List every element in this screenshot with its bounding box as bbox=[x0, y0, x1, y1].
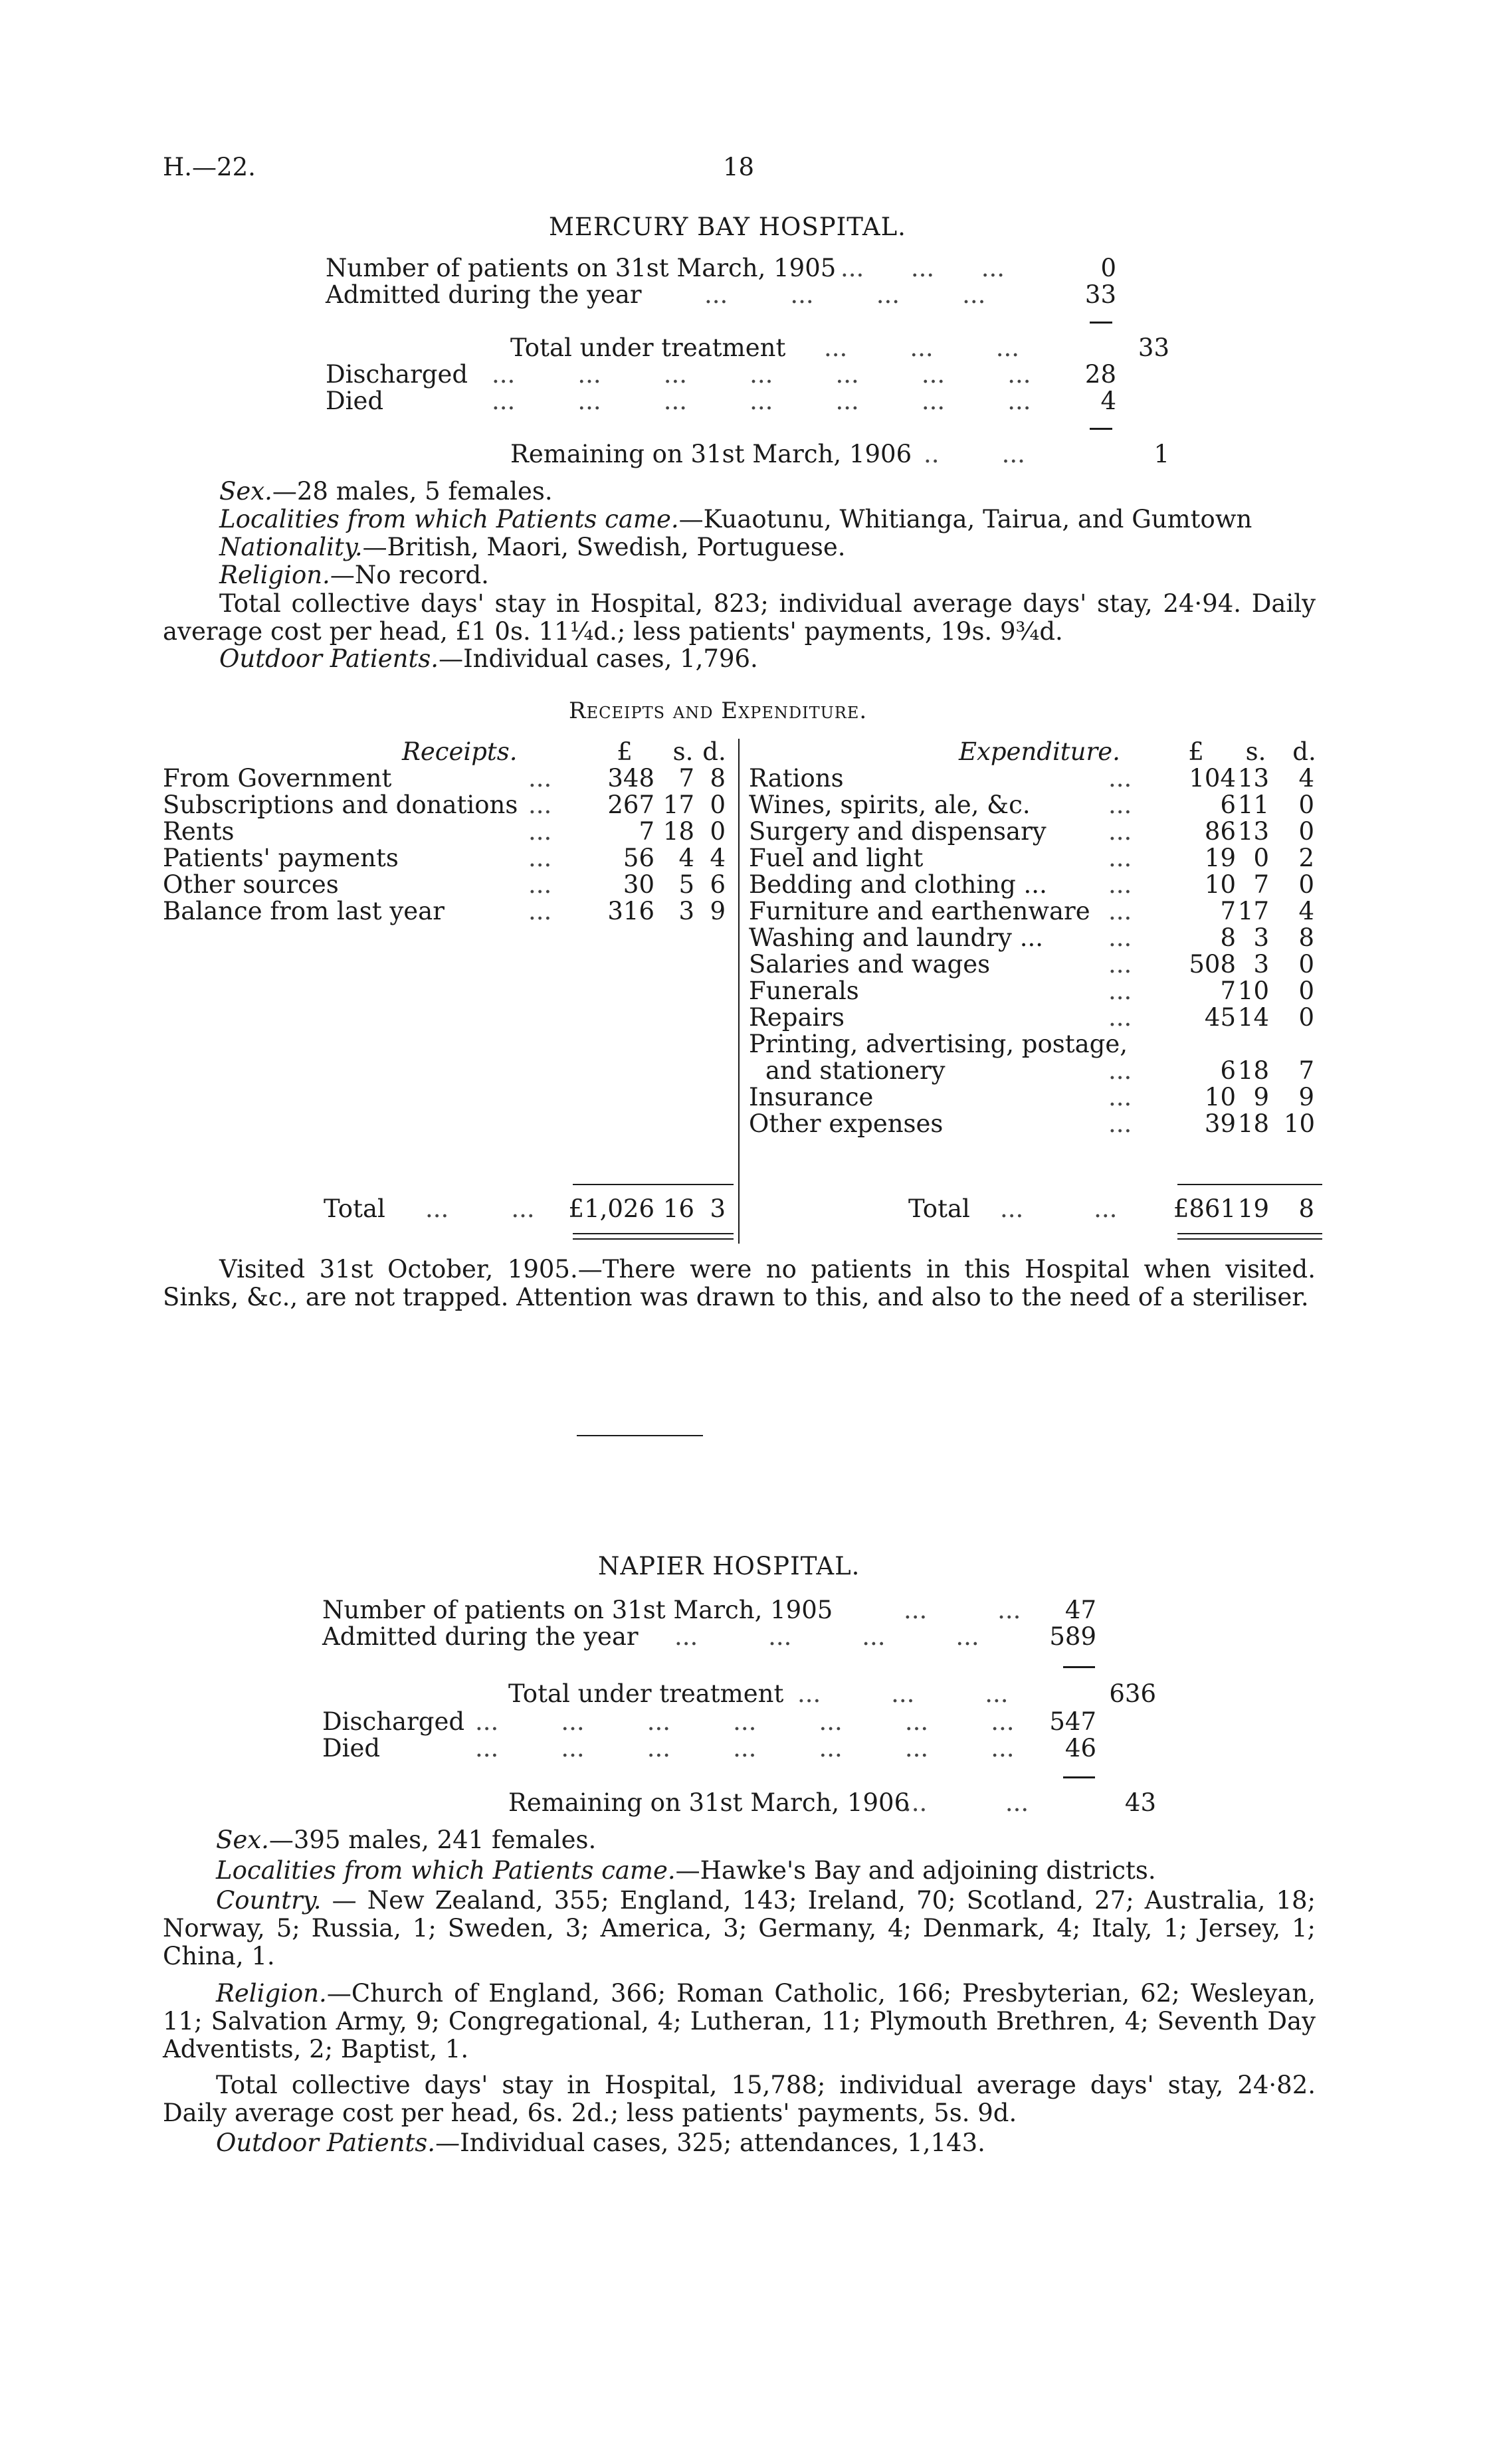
expenditure-pence: 0 bbox=[1298, 1003, 1314, 1032]
mercury-religion: Religion.—No record. bbox=[219, 561, 489, 589]
expenditure-pence: 0 bbox=[1298, 870, 1314, 899]
napier-religion-paragraph: Religion.—Church of England, 366; Roman Catholic, 166; Presbyterian, 62; Wesleyan, 11; Salvation Army, 9; Congregational, 4; Lutheran, 11; Plymouth Brethren, 4; Seventh Day Adventists, 2; Baptist, 1. bbox=[163, 1979, 1316, 2063]
expenditure-pounds: 6 bbox=[1220, 791, 1236, 819]
expenditure-pence: 2 bbox=[1298, 844, 1314, 872]
receipt-shillings: 7 bbox=[678, 764, 694, 793]
receipt-shillings: 4 bbox=[678, 844, 694, 872]
expenditure-shillings: 11 bbox=[1237, 791, 1269, 819]
stat-rule bbox=[1090, 322, 1112, 324]
section-separator bbox=[577, 1435, 703, 1436]
stat-discharged-value: 547 bbox=[1049, 1707, 1096, 1736]
total-rule bbox=[1177, 1238, 1322, 1240]
stat-died-value: 4 bbox=[1100, 387, 1116, 415]
mercury-nationality: Nationality.—British, Maori, Swedish, Portuguese. bbox=[219, 533, 846, 561]
expenditure-shillings: 13 bbox=[1237, 764, 1269, 793]
col-pence: d. bbox=[702, 737, 726, 766]
expenditure-shillings: 7 bbox=[1253, 870, 1269, 899]
expenditure-pence: 0 bbox=[1298, 977, 1314, 1005]
page-reference: H.—22. bbox=[163, 153, 256, 181]
expenditure-label: Repairs bbox=[749, 1003, 845, 1032]
stat-total-value: 33 bbox=[1138, 333, 1169, 362]
receipts-total-label: Total bbox=[324, 1194, 385, 1223]
col-pounds: £ bbox=[617, 737, 633, 766]
stat-admitted-label: Admitted during the year bbox=[322, 1622, 639, 1651]
stat-remaining-label: Remaining on 31st March, 1906 bbox=[510, 440, 912, 468]
receipt-shillings: 3 bbox=[678, 897, 694, 925]
mercury-visit-paragraph: Visited 31st October, 1905.—There were no patients in this Hospital when visited. Sinks, &c., are not trapped. Attention was drawn to this, and also to the need of a steriliser. bbox=[163, 1255, 1316, 1311]
expenditure-shillings: 18 bbox=[1237, 1056, 1269, 1085]
expenditure-pence: 4 bbox=[1298, 764, 1314, 793]
stat-admitted-label: Admitted during the year bbox=[326, 280, 642, 309]
expenditure-pounds: 10 bbox=[1204, 870, 1236, 899]
receipt-label: Patients' payments bbox=[163, 844, 399, 872]
expenditure-label: Washing and laundry ... bbox=[749, 923, 1044, 952]
total-rule bbox=[573, 1238, 734, 1240]
stat-start-value: 47 bbox=[1064, 1596, 1096, 1624]
mercury-localities: Localities from which Patients came.—Kuaotunu, Whitianga, Tairua, and Gumtown bbox=[219, 505, 1252, 533]
total-rule bbox=[1177, 1184, 1322, 1185]
expenditure-label: Fuel and light bbox=[749, 844, 924, 872]
expenditure-pence: 8 bbox=[1298, 923, 1314, 952]
expenditure-pounds: 86 bbox=[1204, 817, 1236, 846]
expenditure-shillings: 13 bbox=[1237, 817, 1269, 846]
mercury-title: MERCURY BAY HOSPITAL. bbox=[549, 213, 906, 241]
expenditure-pence: 0 bbox=[1298, 791, 1314, 819]
receipt-pence: 9 bbox=[710, 897, 726, 925]
receipt-pence: 8 bbox=[710, 764, 726, 793]
stat-died-value: 46 bbox=[1064, 1734, 1096, 1762]
receipt-pounds: 30 bbox=[623, 870, 654, 899]
stat-start-value: 0 bbox=[1100, 254, 1116, 282]
expenditure-label: Wines, spirits, ale, &c. bbox=[749, 791, 1031, 819]
stat-discharged-label: Discharged bbox=[326, 360, 468, 389]
expenditure-pounds: 19 bbox=[1204, 844, 1236, 872]
expenditure-pence: 0 bbox=[1298, 950, 1314, 979]
expenditure-label-continued: and stationery bbox=[765, 1056, 946, 1085]
receipt-label: Rents bbox=[163, 817, 235, 846]
napier-country-paragraph: Country. — New Zealand, 355; England, 143; Ireland, 70; Scotland, 27; Australia, 18; Norway, 5; Russia, 1; Sweden, 3; America, 3; Germany, 4; Denmark, 4; Italy, 1; Jersey, 1; China, 1. bbox=[163, 1886, 1316, 1970]
total-rule bbox=[573, 1184, 734, 1185]
page-number: 18 bbox=[723, 153, 755, 181]
stat-total-value: 636 bbox=[1109, 1679, 1156, 1708]
receipt-shillings: 18 bbox=[662, 817, 694, 846]
expenditure-total-pounds: £861 bbox=[1173, 1194, 1236, 1223]
expenditure-heading: Expenditure. bbox=[959, 737, 1120, 766]
receipt-pence: 0 bbox=[710, 817, 726, 846]
expenditure-label: Bedding and clothing ... bbox=[749, 870, 1047, 899]
receipts-total-shillings: 16 bbox=[662, 1194, 694, 1223]
col-shillings: s. bbox=[1245, 737, 1266, 766]
expenditure-pounds: 39 bbox=[1204, 1109, 1236, 1138]
receipts-total-pounds: £1,026 bbox=[568, 1194, 654, 1223]
expenditure-shillings: 3 bbox=[1253, 950, 1269, 979]
expenditure-pounds: 6 bbox=[1220, 1056, 1236, 1085]
receipt-shillings: 5 bbox=[678, 870, 694, 899]
receipts-total-pence: 3 bbox=[710, 1194, 726, 1223]
stat-rule bbox=[1090, 428, 1112, 430]
stat-admitted-value: 33 bbox=[1084, 280, 1116, 309]
accounts-heading: Receipts and Expenditure. bbox=[569, 698, 868, 724]
stat-admitted-value: 589 bbox=[1049, 1622, 1096, 1651]
expenditure-label: Funerals bbox=[749, 977, 859, 1005]
total-rule bbox=[1177, 1233, 1322, 1234]
total-rule bbox=[573, 1233, 734, 1234]
receipt-pounds: 56 bbox=[623, 844, 654, 872]
receipt-label: From Government bbox=[163, 764, 392, 793]
expenditure-label: Surgery and dispensary bbox=[749, 817, 1047, 846]
stat-rule bbox=[1063, 1666, 1095, 1668]
expenditure-pounds: 508 bbox=[1189, 950, 1236, 979]
expenditure-total-pence: 8 bbox=[1298, 1194, 1314, 1223]
mercury-sex: Sex.—28 males, 5 females. bbox=[219, 477, 553, 506]
expenditure-pounds: 104 bbox=[1189, 764, 1236, 793]
stat-start-label: Number of patients on 31st March, 1905 bbox=[326, 254, 837, 282]
napier-stay-paragraph: Total collective days' stay in Hospital, 15,788; individual average days' stay, 24·82. Daily average cost per head, 6s. 2d.; less patients' payments, 5s. 9d. bbox=[163, 2071, 1316, 2127]
stat-discharged-value: 28 bbox=[1084, 360, 1116, 389]
stat-total-label: Total under treatment bbox=[510, 333, 786, 362]
expenditure-label: Rations bbox=[749, 764, 844, 793]
expenditure-pounds: 45 bbox=[1204, 1003, 1236, 1032]
expenditure-pounds: 7 bbox=[1220, 977, 1236, 1005]
stat-rule bbox=[1063, 1776, 1095, 1778]
expenditure-shillings: 9 bbox=[1253, 1083, 1269, 1111]
receipt-pence: 0 bbox=[710, 791, 726, 819]
expenditure-label: Other expenses bbox=[749, 1109, 944, 1138]
napier-title: NAPIER HOSPITAL. bbox=[598, 1552, 860, 1580]
col-pounds: £ bbox=[1188, 737, 1204, 766]
expenditure-pence: 0 bbox=[1298, 817, 1314, 846]
expenditure-pence: 10 bbox=[1284, 1109, 1316, 1138]
expenditure-shillings: 18 bbox=[1237, 1109, 1269, 1138]
stat-remaining-label: Remaining on 31st March, 1906 bbox=[508, 1788, 910, 1817]
col-shillings: s. bbox=[672, 737, 694, 766]
expenditure-shillings: 0 bbox=[1253, 844, 1269, 872]
receipt-pounds: 267 bbox=[607, 791, 654, 819]
mercury-outdoor: Outdoor Patients.—Individual cases, 1,796. bbox=[219, 644, 758, 673]
receipt-label: Subscriptions and donations bbox=[163, 791, 518, 819]
expenditure-pounds: 10 bbox=[1204, 1083, 1236, 1111]
stat-died-label: Died bbox=[322, 1734, 381, 1762]
expenditure-label: Printing, advertising, postage, bbox=[749, 1030, 1128, 1058]
napier-outdoor: Outdoor Patients.—Individual cases, 325; attendances, 1,143. bbox=[216, 2129, 985, 2157]
receipt-label: Balance from last year bbox=[163, 897, 445, 925]
expenditure-shillings: 3 bbox=[1253, 923, 1269, 952]
receipt-pence: 6 bbox=[710, 870, 726, 899]
expenditure-label: Salaries and wages bbox=[749, 950, 991, 979]
stat-discharged-label: Discharged bbox=[322, 1707, 465, 1736]
expenditure-pounds: 7 bbox=[1220, 897, 1236, 925]
col-pence: d. bbox=[1292, 737, 1316, 766]
receipt-pounds: 7 bbox=[639, 817, 654, 846]
receipt-label: Other sources bbox=[163, 870, 339, 899]
expenditure-pounds: 8 bbox=[1220, 923, 1236, 952]
napier-sex: Sex.—395 males, 241 females. bbox=[216, 1826, 597, 1854]
stat-remaining-value: 1 bbox=[1153, 440, 1169, 468]
receipts-heading: Receipts. bbox=[402, 737, 518, 766]
receipt-pounds: 316 bbox=[607, 897, 654, 925]
receipt-shillings: 17 bbox=[662, 791, 694, 819]
receipt-pence: 4 bbox=[710, 844, 726, 872]
stat-remaining-value: 43 bbox=[1124, 1788, 1156, 1817]
expenditure-pence: 7 bbox=[1298, 1056, 1314, 1085]
expenditure-shillings: 10 bbox=[1237, 977, 1269, 1005]
napier-localities: Localities from which Patients came.—Hawke's Bay and adjoining districts. bbox=[216, 1856, 1156, 1885]
expenditure-label: Furniture and earthenware bbox=[749, 897, 1090, 925]
column-divider bbox=[738, 739, 740, 1244]
expenditure-total-shillings: 19 bbox=[1237, 1194, 1269, 1223]
stat-died-label: Died bbox=[326, 387, 384, 415]
expenditure-pence: 4 bbox=[1298, 897, 1314, 925]
expenditure-shillings: 14 bbox=[1237, 1003, 1269, 1032]
expenditure-label: Insurance bbox=[749, 1083, 874, 1111]
expenditure-pence: 9 bbox=[1298, 1083, 1314, 1111]
mercury-stay-paragraph: Total collective days' stay in Hospital, 823; individual average days' stay, 24·94. Daily average cost per head, £1 0s. 11¼d.; less patients' payments, 19s. 9¾d. bbox=[163, 589, 1316, 646]
expenditure-total-label: Total bbox=[908, 1194, 970, 1223]
receipt-pounds: 348 bbox=[607, 764, 654, 793]
expenditure-shillings: 17 bbox=[1237, 897, 1269, 925]
stat-start-label: Number of patients on 31st March, 1905 bbox=[322, 1596, 833, 1624]
stat-total-label: Total under treatment bbox=[508, 1679, 784, 1708]
